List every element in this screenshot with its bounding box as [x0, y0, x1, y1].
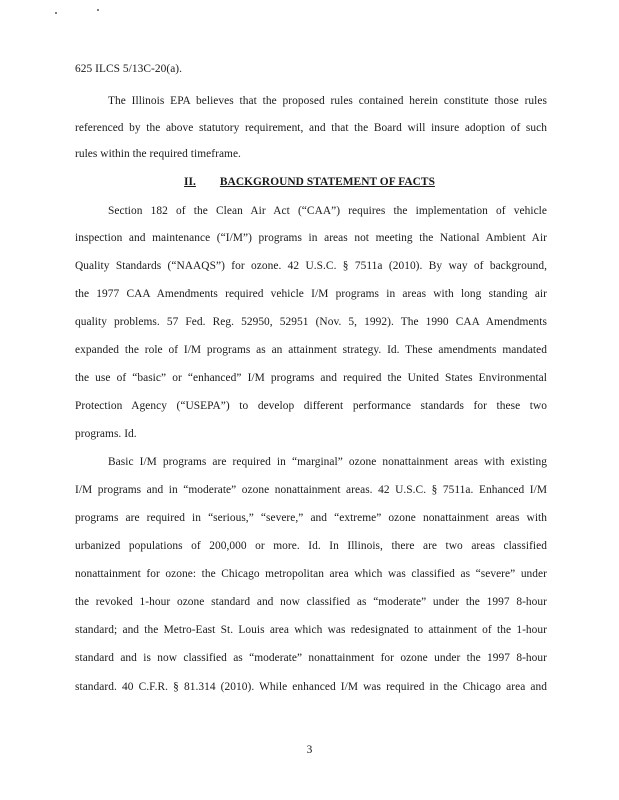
body-line: standard and is now classified as “moderate” nonattainment for ozone under the 1997 8-hour: [75, 652, 547, 664]
body-line: standard. 40 C.F.R. § 81.314 (2010). While enhanced I/M was required in the Chicago area and: [75, 681, 547, 693]
body-line: nonattainment for ozone: the Chicago metropolitan area which was classified as “severe” under: [75, 568, 547, 580]
section-title: BACKGROUND STATEMENT OF FACTS: [219, 176, 435, 188]
body-line: quality problems. 57 Fed. Reg. 52950, 52951 (Nov. 5, 1992). The 1990 CAA Amendments: [75, 316, 547, 328]
body-line: programs. Id.: [75, 428, 137, 440]
body-line: The Illinois EPA believes that the proposed rules contained herein constitute those rules: [108, 95, 547, 107]
body-line: programs are required in “serious,” “severe,” and “extreme” ozone nonattainment areas with: [75, 512, 547, 524]
body-line: the revoked 1-hour ozone standard and now classified as “moderate” under the 1997 8-hour: [75, 596, 547, 608]
body-line: Protection Agency (“USEPA”) to develop different performance standards for these two: [75, 400, 547, 412]
citation-line: 625 ILCS 5/13C-20(a).: [75, 63, 183, 75]
body-line: expanded the role of I/M programs as an attainment strategy. Id. These amendments mandated: [75, 344, 547, 356]
body-line: inspection and maintenance (“I/M”) programs in areas not meeting the National Ambient Air: [75, 232, 547, 244]
section-number: II.: [184, 176, 196, 188]
body-line: Section 182 of the Clean Air Act (“CAA”) requires the implementation of vehicle: [108, 205, 547, 217]
body-line: urbanized populations of 200,000 or more. Id. In Illinois, there are two areas classified: [75, 540, 547, 552]
body-line: I/M programs and in “moderate” ozone nonattainment areas. 42 U.S.C. § 7511a. Enhanced I/M: [75, 484, 547, 496]
scan-speck: [55, 12, 57, 14]
page-number: 3: [306, 744, 313, 756]
section-heading: [0, 175, 619, 189]
body-line: the use of “basic” or “enhanced” I/M programs and required the United States Environmental: [75, 372, 547, 384]
body-line: the 1977 CAA Amendments required vehicle I/M programs in areas with long standing air: [75, 288, 547, 300]
body-line: referenced by the above statutory requirement, and that the Board will insure adoption of such: [75, 122, 547, 134]
body-line: Basic I/M programs are required in “marginal” ozone nonattainment areas with existing: [108, 456, 547, 468]
body-line: Quality Standards (“NAAQS”) for ozone. 42 U.S.C. § 7511a (2010). By way of background,: [75, 260, 547, 272]
body-line: standard; and the Metro-East St. Louis area which was redesignated to attainment of the 1-hour: [75, 624, 547, 636]
body-line: rules within the required timeframe.: [75, 148, 241, 160]
scan-speck: [97, 9, 99, 11]
